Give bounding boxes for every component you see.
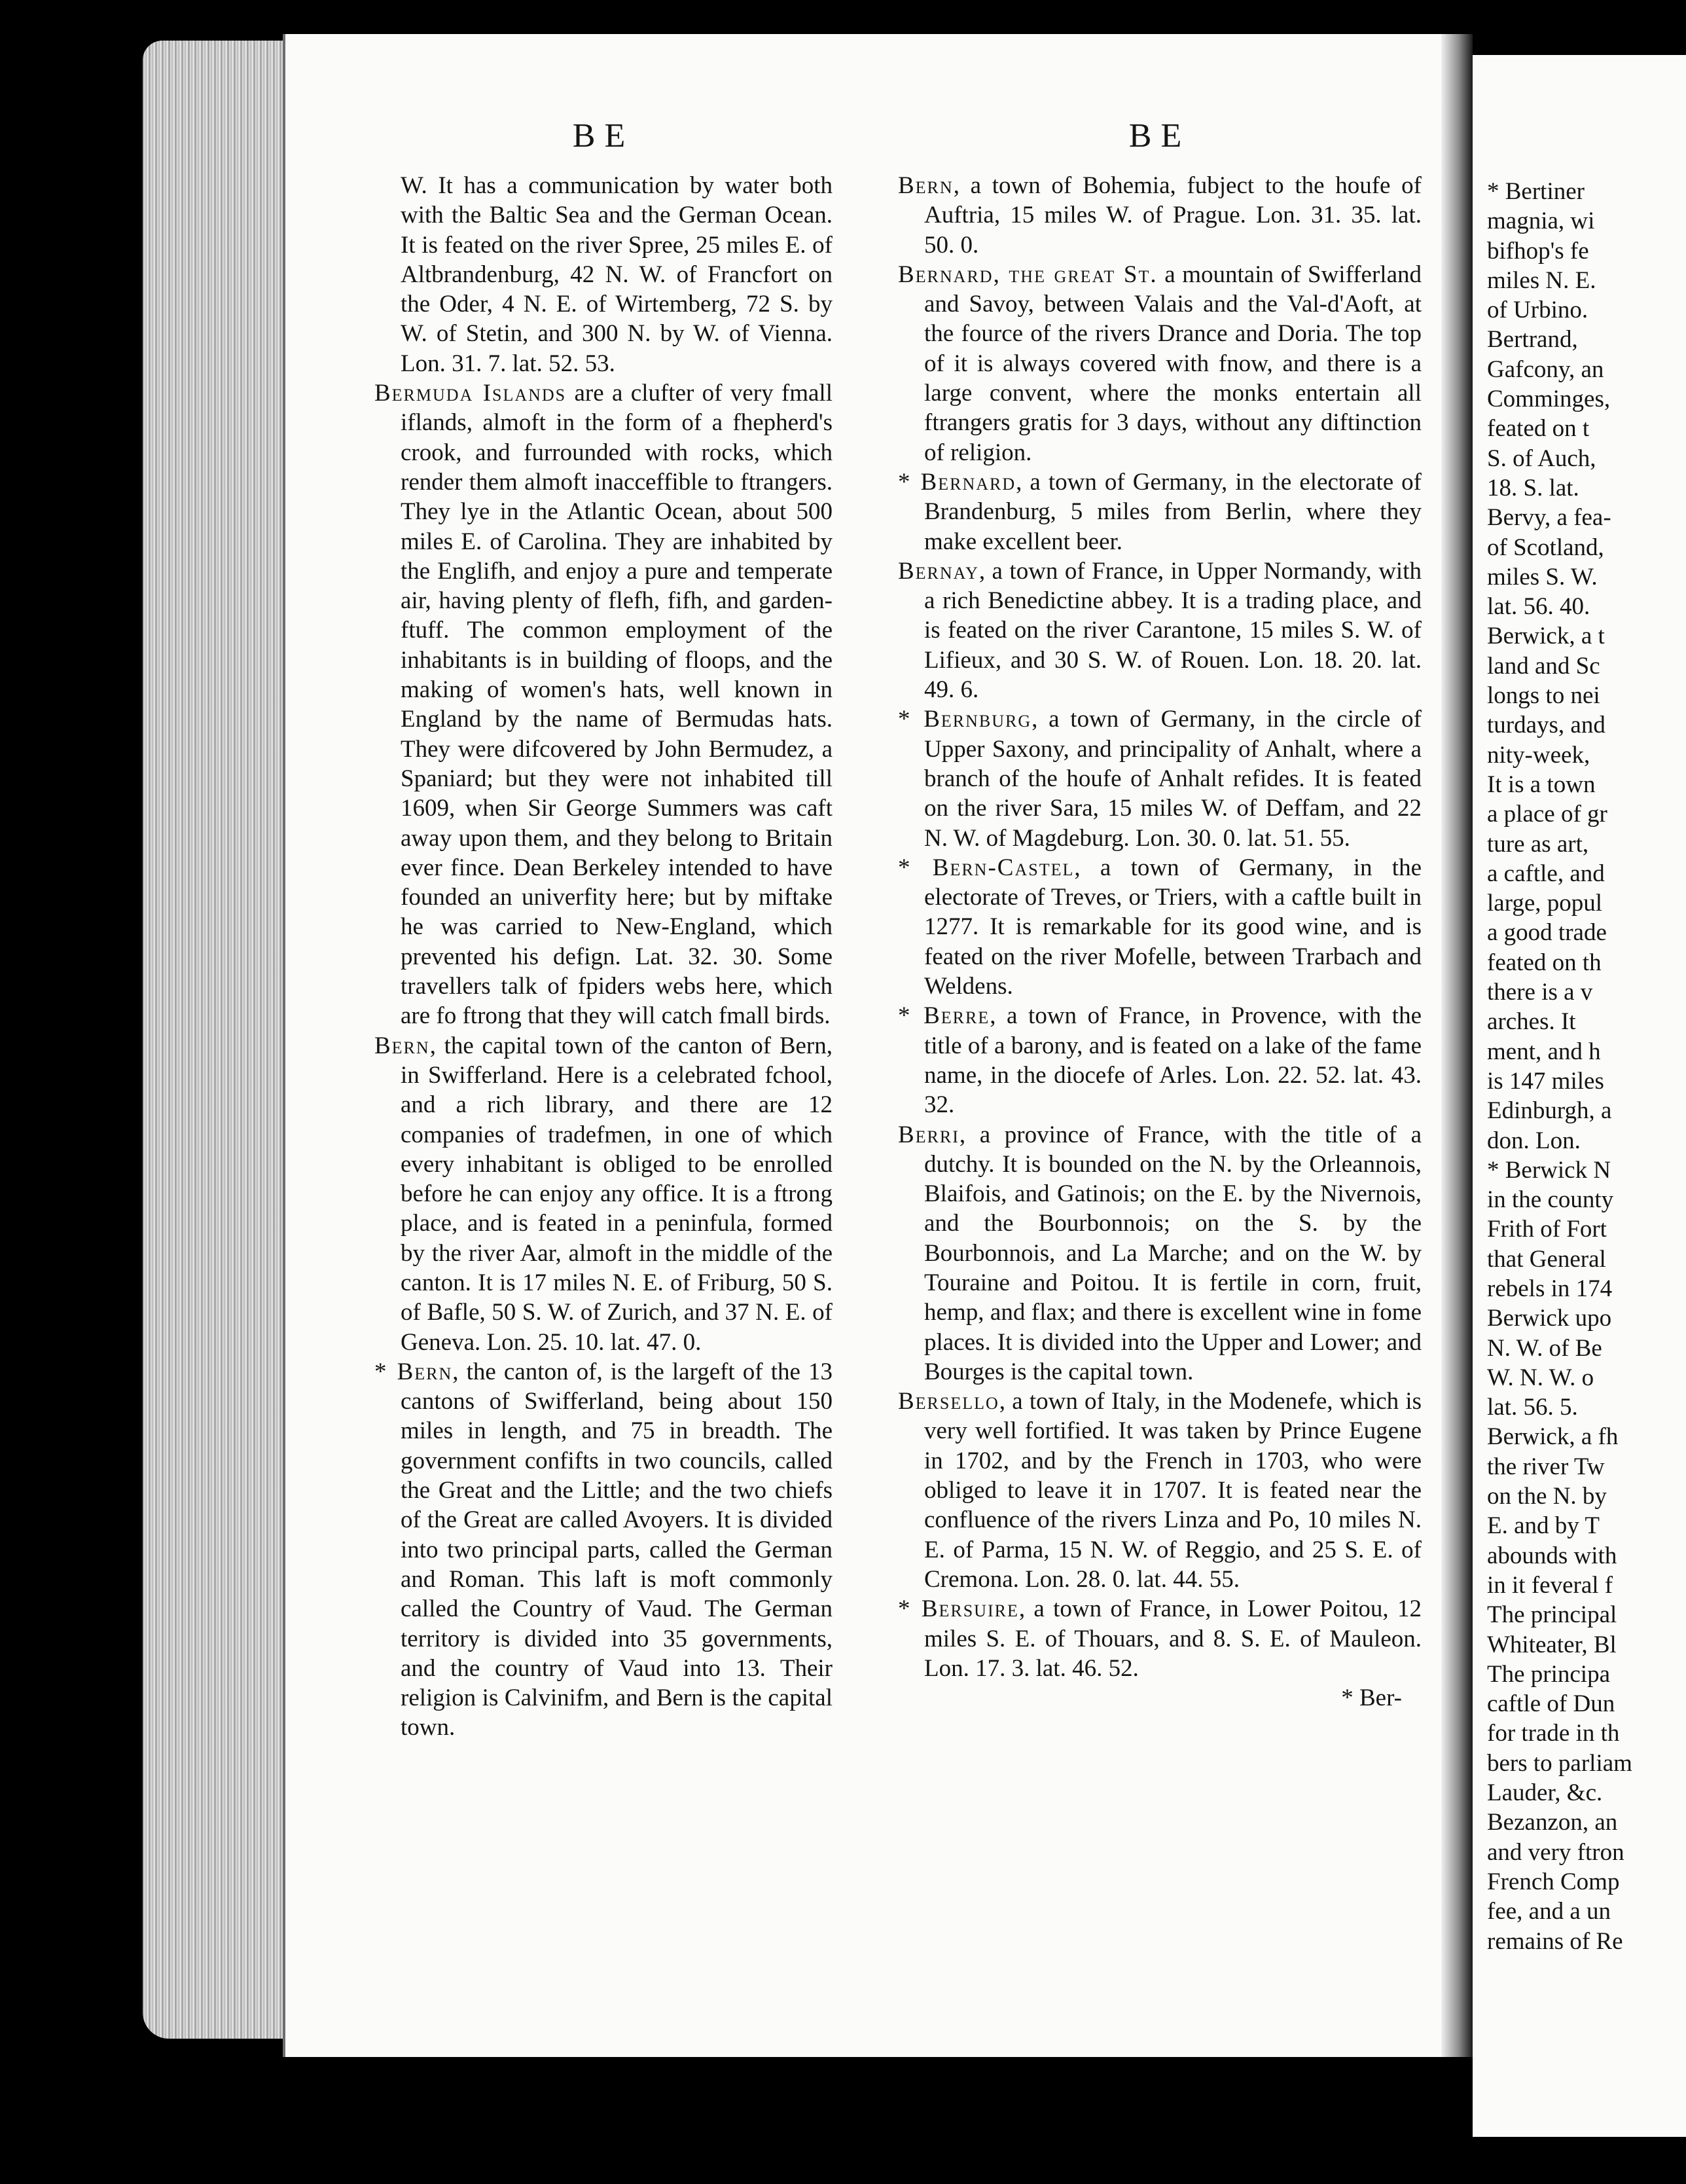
entry-text: are a clufter of very fmall iflands, almoft in the form of a fhepherd's crook, and furrounded with rocks, which render them almoft inacceffible to ftrangers. They lye in the Atlantic Ocean, about 500 miles E. of Carolina. They are inhabited by the Englifh, and enjoy a pure and temperate air, having plenty of flefh, fifh, and garden-ftuff. The common employment of the inhabitants is in building of floops, and the making of women's hats, well known in England by the name of Bermudas hats. They were difcovered by John Bermudez, a Spaniard; but they were not inhabited till 1609, when Sir George Summers was caft away upon them, and they belong to Britain ever fince. Dean Berkeley intended to have founded an univerfity here; but by miftake he was carried to New-England, which prevented his defign. Lat. 32. 30. Some travellers talk of fpiders webs here, which are fo ftrong that they will catch fmall birds. — [401, 380, 833, 1030]
right-page-fragment — [1473, 55, 1686, 2137]
partial-line: longs to nei — [1487, 682, 1600, 710]
entry-text: a mountain of Swifferland and Savoy, between Valais and the Val-d'Aoft, at the fource of the rivers Drance and Doria. The top of it is always covered with fnow, and there is a large convent, where the monks entertain all ftrangers gratis for 3 days, without any diftinction of religion. — [924, 261, 1422, 466]
partial-line: the river Tw — [1487, 1453, 1605, 1480]
partial-line: magnia, wi — [1487, 208, 1595, 235]
partial-line: in the county — [1487, 1186, 1614, 1214]
partial-line: Comminges, — [1487, 386, 1611, 413]
dictionary-entry — [898, 853, 1422, 1001]
column-header: BE — [572, 117, 635, 155]
partial-line: The principal — [1487, 1601, 1617, 1629]
partial-line: Edinburgh, a — [1487, 1097, 1612, 1125]
dictionary-entry — [374, 171, 833, 378]
dictionary-entry — [898, 1594, 1422, 1683]
entry-headword: * Bern — [374, 1358, 453, 1385]
partial-line: Bertrand, — [1487, 326, 1578, 354]
dictionary-entry — [898, 1001, 1422, 1119]
partial-entry — [1487, 503, 1686, 621]
partial-entry — [1487, 621, 1686, 1155]
entry-text: , a town of Germany, in the electorate of Brandenburg, 5 miles from Berlin, where they make excellent beer. — [924, 468, 1422, 555]
entry-headword: Bersello — [898, 1388, 999, 1415]
entry-headword: * Bersuire — [898, 1595, 1019, 1623]
partial-line: in it feveral f — [1487, 1571, 1613, 1599]
column-1 — [374, 34, 833, 1743]
partial-line: arches. It — [1487, 1008, 1576, 1036]
partial-line: of Scotland, — [1487, 534, 1604, 561]
partial-line: miles S. W. — [1487, 563, 1598, 591]
partial-line: feated on t — [1487, 415, 1590, 443]
partial-line: Berwick upo — [1487, 1305, 1612, 1332]
partial-line: turdays, and — [1487, 712, 1605, 739]
entry-text: , the canton of, is the largeft of the 13 cantons of Swifferland, being about 150 miles in length, and 75 in breadth. The government confifts in two councils, called the Great and the Little; and the two chiefs of the Great are called Avoyers. It is divided into two principal parts, called the German and Roman. This laft is moft commonly called the Country of Vaud. The German territory is divided into 35 governments, and the country of Vaud into 13. Their religion is Calvinifm, and Bern is the capital town. — [401, 1358, 833, 1741]
entry-text: , a town of France, in Provence, with the title of a barony, and is feated on a lake of the fame name, in the diocefe of Arles. Lon. 22. 52. lat. 43. 32. — [924, 1002, 1422, 1119]
entry-headword: Berri — [898, 1121, 960, 1148]
partial-entry — [1487, 1156, 1686, 1423]
partial-line: lat. 56. 5. — [1487, 1394, 1578, 1421]
column-header: BE — [1128, 117, 1191, 155]
right-page-lines — [1487, 177, 1686, 1956]
partial-line: miles N. E. — [1487, 266, 1596, 294]
catchword: * Ber- — [1341, 1684, 1402, 1712]
partial-entry — [1487, 1422, 1686, 1808]
partial-line: nity-week, — [1487, 741, 1590, 769]
partial-line: * Bertiner — [1487, 178, 1585, 205]
dictionary-entry — [898, 556, 1422, 704]
partial-entry — [1487, 1808, 1686, 1956]
partial-line: a caftle, and — [1487, 860, 1605, 887]
partial-line: on the N. by — [1487, 1483, 1607, 1510]
partial-line: The principa — [1487, 1660, 1610, 1688]
entry-text: , a town of Germany, in the circle of Upper Saxony, and principality of Anhalt, where a branch of the houfe of Anhalt refides. It is feated on the river Sara, 15 miles W. of Deffam, and 22 N. W. of Magdeburg. Lon. 30. 0. lat. 51. 55. — [924, 706, 1422, 852]
entry-text: , the capital town of the canton of Bern, in Swifferland. Here is a celebrated fchool, and a rich library, and there are 12 companies of tradefmen, in one of which every inhabitant is obliged to be enrolled before he can enjoy any office. It is a ftrong place, and is feated in a peninfula, formed by the river Aar, almoft in the middle of the canton. It is 17 miles N. E. of Friburg, 50 S. of Bafle, 50 S. W. of Zurich, and 37 N. E. of Geneva. Lon. 25. 10. lat. 47. 0. — [401, 1032, 833, 1356]
partial-line: Bervy, a fea- — [1487, 504, 1611, 532]
dictionary-entry — [898, 1387, 1422, 1594]
partial-line: bifhop's fe — [1487, 237, 1589, 264]
partial-line: 18. S. lat. — [1487, 474, 1579, 501]
dictionary-entry — [898, 171, 1422, 260]
dictionary-entry — [374, 1357, 833, 1743]
partial-entry — [1487, 325, 1686, 503]
column-2 — [898, 34, 1422, 1713]
partial-line: N. W. of Be — [1487, 1334, 1602, 1362]
entry-headword: * Bernburg — [898, 706, 1032, 733]
partial-line: It is a town — [1487, 771, 1596, 798]
entry-list — [374, 171, 833, 1743]
partial-line: caftle of Dun — [1487, 1690, 1615, 1718]
entry-text: , a town of France, in Upper Normandy, with a rich Benedictine abbey. It is a trading place, and is feated on the river Carantone, 15 miles S. W. of Lifieux, and 30 S. W. of Rouen. Lon. 18. 20. lat. 49. 6. — [924, 557, 1422, 704]
entry-text: W. It has a communication by water both with the Baltic Sea and the German Ocean. It is feated on the river Spree, 25 miles E. of Altbrandenburg, 42 N. W. of Francfort on the Oder, 4 N. E. of Wirtemberg, 72 S. by W. of Stetin, and 300 N. by W. of Vienna. Lon. 31. 7. lat. 52. 53. — [401, 172, 833, 377]
entry-headword: * Bern-Castel — [898, 854, 1075, 881]
entry-list — [898, 171, 1422, 1683]
entry-text: , a province of France, with the title of a dutchy. It is bounded on the N. by the Orleannois, Blaifois, and Gatinois; on the E. by the Nivernois, and the Bourbonnois; on the S. by the Bourbonnois, and La Marche; and on the W. by Touraine and Poitou. It is fertile in corn, fruit, hemp, and flax; and there is excellent wine in fome places. It is divided into the Upper and Lower; and Bourges is the capital town. — [924, 1121, 1422, 1385]
partial-line: Berwick, a fh — [1487, 1423, 1619, 1451]
partial-line: E. and by T — [1487, 1512, 1600, 1540]
partial-line: rebels in 174 — [1487, 1275, 1613, 1302]
partial-line: French Comp — [1487, 1868, 1620, 1895]
partial-line: Lauder, &c. — [1487, 1779, 1603, 1807]
entry-headword: Bern — [898, 172, 954, 199]
partial-line: a place of gr — [1487, 801, 1607, 828]
entry-text: , a town of Bohemia, fubject to the houfe of Auftria, 15 miles W. of Prague. Lon. 31. 35. lat. 50. 0. — [924, 172, 1422, 259]
dictionary-entry — [898, 467, 1422, 556]
entry-text: , a town of France, in Lower Poitou, 12 miles S. E. of Thouars, and 8. S. E. of Mauleon. Lon. 17. 3. lat. 46. 52. — [924, 1595, 1422, 1682]
partial-line: Berwick, a t — [1487, 623, 1605, 650]
book-page-edges — [143, 41, 291, 2039]
partial-line: ment, and h — [1487, 1038, 1601, 1065]
dictionary-entry — [898, 1120, 1422, 1387]
partial-line: large, popul — [1487, 890, 1603, 917]
dictionary-entry — [898, 260, 1422, 467]
entry-text: , a town of Germany, in the electorate of Treves, or Triers, with a caftle built in 1277. It is remarkable for its good wine, and is feated on the river Mofelle, between Trarbach and Weldens. — [924, 854, 1422, 1000]
partial-line: feated on th — [1487, 949, 1602, 976]
partial-line: that General — [1487, 1245, 1606, 1273]
dictionary-entry — [374, 1031, 833, 1357]
partial-line: ture as art, — [1487, 830, 1589, 858]
partial-line: W. N. W. o — [1487, 1364, 1594, 1391]
partial-entry — [1487, 177, 1686, 325]
partial-line: Whiteater, Bl — [1487, 1631, 1617, 1658]
partial-line: is 147 miles — [1487, 1067, 1604, 1095]
partial-line: Gafcony, an — [1487, 355, 1604, 383]
entry-headword: * Berre — [898, 1002, 990, 1030]
entry-text: , a town of Italy, in the Modenefe, which is very well fortified. It was taken by Prince Eugene in 1702, and by the French in 1703, who were obliged to leave it in 1707. It is feated near the confluence of the rivers Linza and Po, 10 miles N. E. of Parma, 15 N. W. of Reggio, and 25 S. E. of Cremona. Lon. 28. 0. lat. 44. 55. — [924, 1388, 1422, 1593]
partial-line: there is a v — [1487, 979, 1593, 1006]
partial-line: a good trade — [1487, 919, 1607, 947]
partial-line: Frith of Fort — [1487, 1216, 1607, 1243]
partial-line: land and Sc — [1487, 652, 1600, 680]
partial-line: S. of Auch, — [1487, 445, 1596, 472]
partial-line: bers to parliam — [1487, 1749, 1632, 1777]
entry-headword: Bermuda Islands — [374, 380, 567, 407]
partial-line: lat. 56. 40. — [1487, 593, 1590, 621]
partial-line: for trade in th — [1487, 1720, 1620, 1747]
partial-line: remains of Re — [1487, 1927, 1623, 1955]
entry-headword: Bernard, the great St. — [898, 261, 1158, 288]
partial-line: * Berwick N — [1487, 1156, 1611, 1184]
partial-line: Bezanzon, an — [1487, 1809, 1618, 1836]
entry-headword: Bern — [374, 1032, 430, 1059]
left-page — [283, 34, 1444, 2057]
dictionary-entry — [898, 704, 1422, 852]
entry-headword: Bernay — [898, 557, 979, 585]
partial-line: fee, and a un — [1487, 1898, 1611, 1925]
partial-line: and very ftron — [1487, 1838, 1624, 1866]
dictionary-entry — [374, 378, 833, 1031]
partial-line: of Urbino. — [1487, 297, 1588, 324]
entry-headword: * Bernard — [898, 468, 1016, 496]
partial-line: abounds with — [1487, 1542, 1617, 1569]
book-gutter — [1441, 34, 1473, 2057]
partial-line: don. Lon. — [1487, 1127, 1581, 1154]
